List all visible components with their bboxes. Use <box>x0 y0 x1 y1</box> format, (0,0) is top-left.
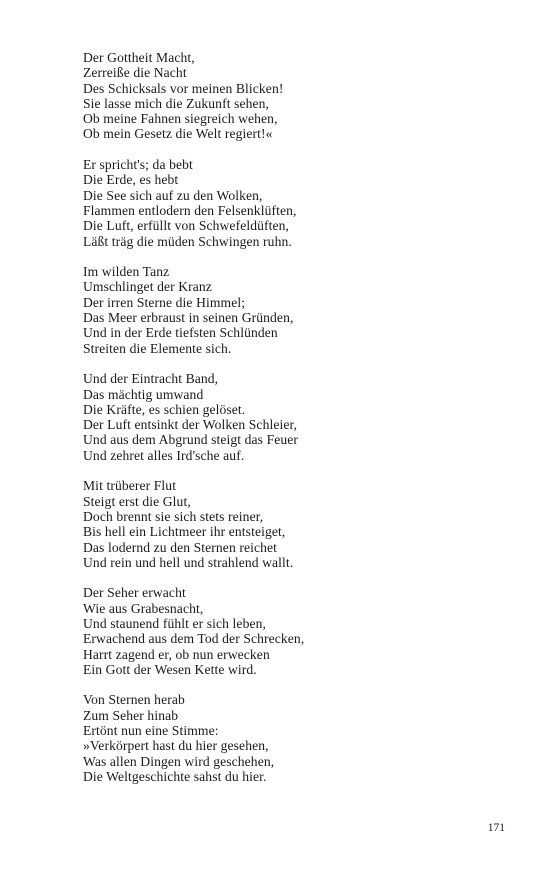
poem-line: Zum Seher hinab <box>83 707 179 723</box>
poem-line: Und in der Erde tiefsten Schlünden <box>83 325 278 341</box>
stanza-7 <box>83 692 503 784</box>
poem-line: Im wilden Tanz <box>83 264 170 280</box>
poem-line: Was allen Dingen wird geschehen, <box>83 753 275 769</box>
poem-line: Zerreiße die Nacht <box>83 65 187 81</box>
poem-line: »Verkörpert hast du hier gesehen, <box>83 738 269 754</box>
poem-line: Wie aus Grabesnacht, <box>83 600 204 616</box>
poem-line: Und staunend fühlt er sich leben, <box>83 615 266 631</box>
poem-line: Mit trüberer Flut <box>83 478 177 494</box>
poem-line: Erwachend aus dem Tod der Schrecken, <box>83 631 305 647</box>
poem-line: Die Kräfte, es schien gelöset. <box>83 401 246 417</box>
poem-line: Er spricht's; da bebt <box>83 157 193 173</box>
poem-line: Und rein und hell und strahlend wallt. <box>83 554 294 570</box>
poem-line: Ob mein Gesetz die Welt regiert!« <box>83 126 273 142</box>
poem-line: Die Luft, erfüllt von Schwefeldüften, <box>83 218 290 234</box>
poem-line: Bis hell ein Lichtmeer ihr entsteiget, <box>83 524 286 540</box>
poem-body <box>83 50 503 800</box>
poem-line: Flammen entlodern den Felsenklüften, <box>83 202 297 218</box>
poem-line: Der Luft entsinkt der Wolken Schleier, <box>83 417 298 433</box>
poem-line: Die Erde, es hebt <box>83 172 179 188</box>
poem-line: Und zehret alles Ird'sche auf. <box>83 447 245 463</box>
poem-line: Von Sternen herab <box>83 692 185 708</box>
poem-line: Der Gottheit Macht, <box>83 50 195 65</box>
poem-line: Ein Gott der Wesen Kette wird. <box>83 661 257 677</box>
poem-line: Und aus dem Abgrund steigt das Feuer <box>83 432 299 448</box>
poem-line: Ob meine Fahnen siegreich wehen, <box>83 111 278 127</box>
stanza-3 <box>83 264 503 356</box>
poem-line: Das Meer erbraust in seinen Gründen, <box>83 310 294 326</box>
poem-line: Der irren Sterne die Himmel; <box>83 294 246 310</box>
poem-line: Doch brennt sie sich stets reiner, <box>83 508 264 524</box>
poem-line: Streiten die Elemente sich. <box>83 340 232 356</box>
stanza-5 <box>83 478 503 570</box>
poem-line: Sie lasse mich die Zukunft sehen, <box>83 95 270 111</box>
poem-line: Das lodernd zu den Sternen reichet <box>83 539 278 555</box>
poem-line: Das mächtig umwand <box>83 386 204 402</box>
poem-line: Umschlinget der Kranz <box>83 279 212 295</box>
poem-line: Des Schicksals vor meinen Blicken! <box>83 80 284 96</box>
poem-line: Die See sich auf zu den Wolken, <box>83 187 263 203</box>
stanza-2 <box>83 157 503 249</box>
poem-line: Harrt zagend er, ob nun erwecken <box>83 646 270 662</box>
stanza-6 <box>83 585 503 677</box>
poem-line: Der Seher erwacht <box>83 585 186 601</box>
poem-line: Steigt erst die Glut, <box>83 493 191 509</box>
poem-line: Die Weltgeschichte sahst du hier. <box>83 768 267 784</box>
poem-line: Läßt träg die müden Schwingen ruhn. <box>83 233 292 249</box>
stanza-4 <box>83 371 503 463</box>
poem-line: Ertönt nun eine Stimme: <box>83 723 219 739</box>
page-number: 171 <box>487 822 505 834</box>
poem-line: Und der Eintracht Band, <box>83 371 219 387</box>
stanza-1 <box>83 50 503 142</box>
